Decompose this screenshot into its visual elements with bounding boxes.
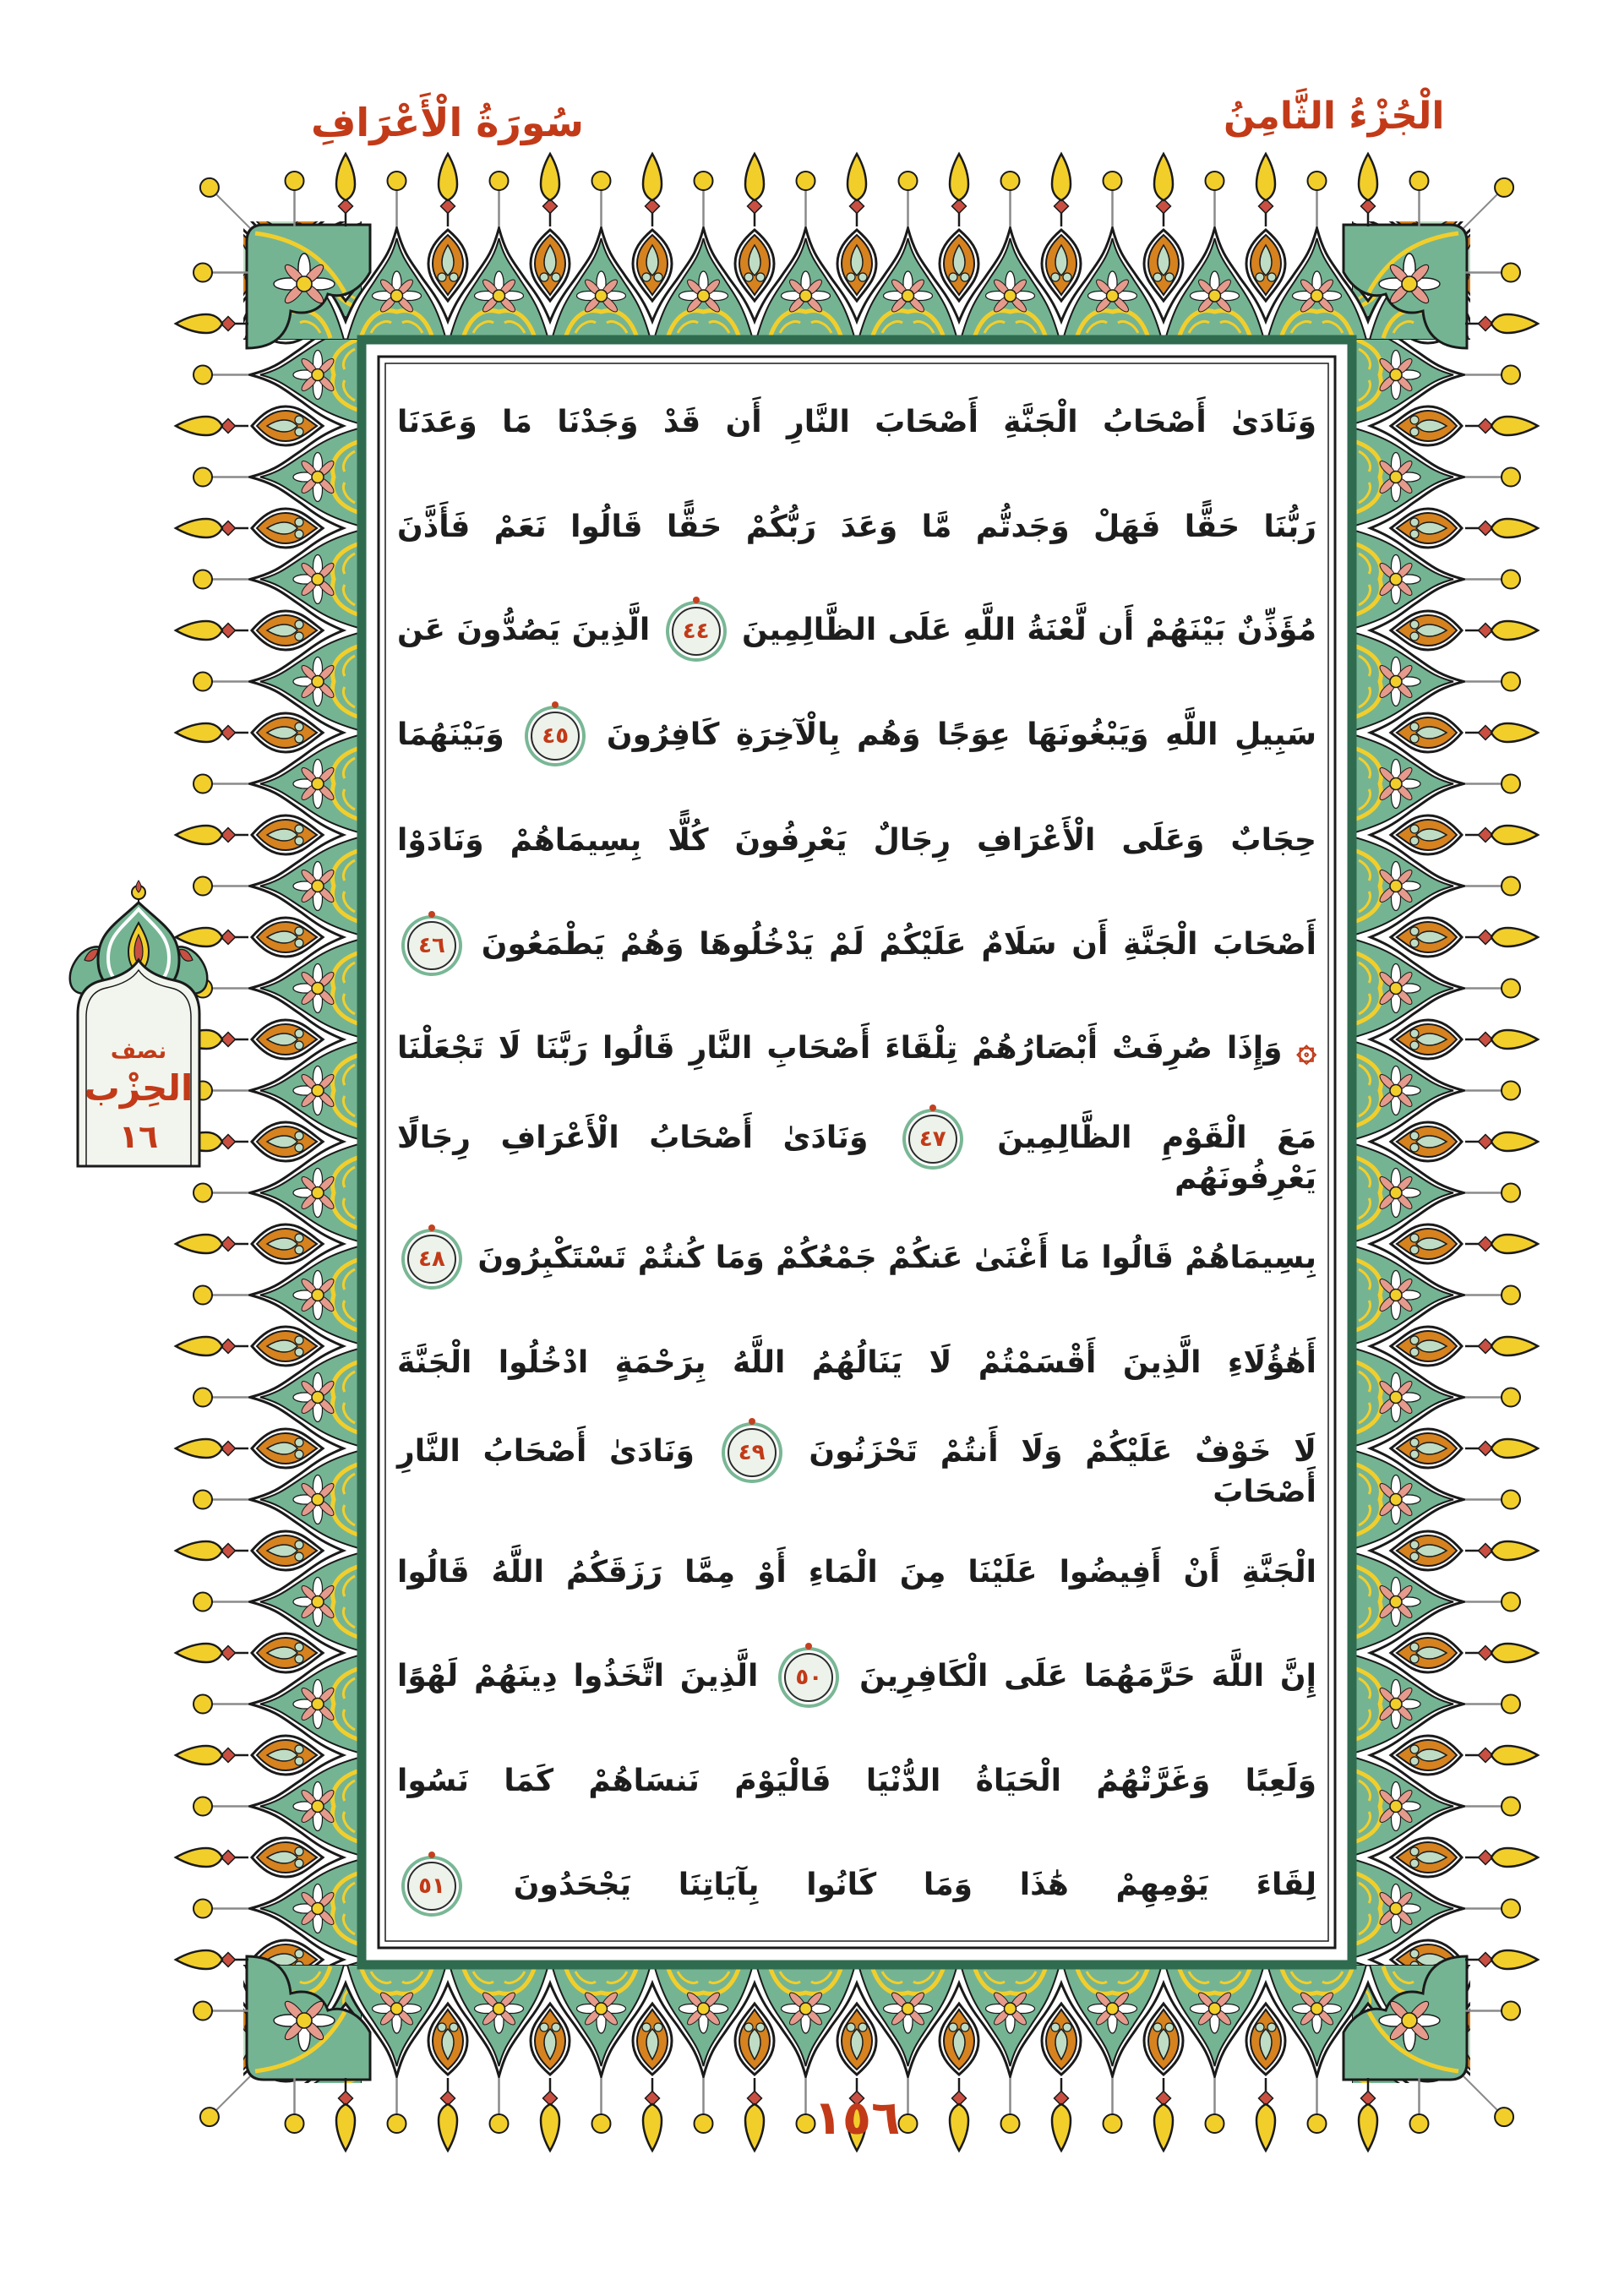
quran-line-text bbox=[397, 1235, 1316, 1284]
ayah-text: حِجَابٌ وَعَلَى الْأَعْرَافِ رِجَالٌ يَعْرِفُونَ كُلًّا بِسِيمَاهُمْ وَنَادَوْا bbox=[397, 822, 1316, 858]
ayah-text: وَبَيْنَهُمَا bbox=[397, 717, 504, 753]
quran-line bbox=[394, 1102, 1320, 1207]
ayah-end-marker bbox=[531, 712, 580, 761]
ayah-text: الْجَنَّةِ أَنْ أَفِيضُوا عَلَيْنَا مِنَ الْمَاءِ أَوْ مِمَّا رَزَقَكُمُ اللَّهُ قَالُوا bbox=[397, 1554, 1316, 1590]
quran-line bbox=[394, 1520, 1320, 1625]
marker-dot bbox=[552, 701, 559, 708]
ayah-number: ٤٨ bbox=[418, 1246, 445, 1272]
quran-line bbox=[394, 1207, 1320, 1312]
surah-title: سُورَةُ الْأَعْرَافِ bbox=[311, 100, 584, 145]
quran-line bbox=[394, 1834, 1320, 1939]
ayah-text: إِنَّ اللَّهَ حَرَّمَهُمَا عَلَى الْكَافِرِينَ bbox=[859, 1658, 1316, 1693]
quran-line bbox=[394, 475, 1320, 580]
quran-line bbox=[394, 1312, 1320, 1416]
marker-dot bbox=[428, 911, 435, 918]
marker-dot bbox=[693, 597, 700, 603]
ayah-number: ٤٩ bbox=[738, 1440, 766, 1466]
ayah-text: أَهَٰؤُلَاءِ الَّذِينَ أَقْسَمْتُمْ لَا يَنَالُهُمُ اللَّهُ بِرَحْمَةٍ ادْخُلُوا الْجَنَّةَ bbox=[397, 1345, 1316, 1381]
quran-line bbox=[394, 788, 1320, 893]
quran-line-text bbox=[397, 1428, 1316, 1508]
quran-line-text bbox=[397, 1766, 1316, 1797]
quran-line bbox=[394, 1730, 1320, 1835]
ayah-text: مُؤَذِّنٌ بَيْنَهُمْ أَن لَّعْنَةُ اللَّهِ عَلَى الظَّالِمِينَ bbox=[742, 613, 1316, 648]
ayah-text: الَّذِينَ اتَّخَذُوا دِينَهُمْ لَهْوًا bbox=[397, 1658, 759, 1693]
quran-line-text bbox=[397, 509, 1316, 544]
border-band-right bbox=[1352, 221, 1470, 2083]
ayah-number: ٥١ bbox=[418, 1873, 445, 1900]
quran-line-text bbox=[397, 1862, 1316, 1911]
quran-line-text bbox=[397, 1554, 1316, 1590]
quran-line bbox=[394, 684, 1320, 788]
quran-line-text bbox=[397, 822, 1316, 858]
ayah-end-marker bbox=[672, 607, 721, 656]
quran-line-text bbox=[397, 921, 1316, 970]
ayah-number: ٥٠ bbox=[795, 1664, 823, 1690]
ayah-end-marker bbox=[407, 1862, 456, 1911]
ayah-text: وَنَادَىٰ أَصْحَابُ الْجَنَّةِ أَصْحَابَ النَّارِ أَن قَدْ وَجَدْنَا مَا وَعَدَنَا bbox=[397, 404, 1316, 439]
quran-line bbox=[394, 1625, 1320, 1730]
quran-line-text bbox=[397, 1345, 1316, 1381]
ayah-text: وَلَعِبًا وَغَرَّتْهُمُ الْحَيَاةُ الدُّنْيَا فَالْيَوْمَ نَنسَاهُمْ كَمَا نَسُوا bbox=[397, 1764, 1316, 1799]
marker-dot bbox=[749, 1418, 755, 1425]
ayah-end-marker bbox=[784, 1653, 833, 1702]
quran-line bbox=[394, 579, 1320, 684]
hizb-marker bbox=[54, 879, 223, 1175]
ayah-text: وَنَادَىٰ أَصْحَابُ النَّارِ أَصْحَابَ bbox=[397, 1434, 1316, 1510]
page-number: ١٥٦ bbox=[813, 2091, 901, 2146]
ayah-end-marker bbox=[908, 1115, 957, 1164]
ayah-text: مَعَ الْقَوْمِ الظَّالِمِينَ bbox=[997, 1121, 1316, 1155]
marker-dot bbox=[428, 1224, 435, 1231]
ayah-number: ٤٦ bbox=[418, 932, 445, 958]
marker-dot bbox=[929, 1104, 936, 1111]
ayah-text: وَإِذَا صُرِفَتْ أَبْصَارُهُمْ تِلْقَاءَ أَصْحَابِ النَّارِ قَالُوا رَبَّنَا لَا تَجْعَلْنَا bbox=[397, 1031, 1283, 1066]
ayah-number: ٤٧ bbox=[918, 1126, 946, 1152]
ayah-text: بِسِيمَاهُمْ قَالُوا مَا أَغْنَىٰ عَنكُمْ جَمْعُكُمْ وَمَا كُنتُمْ تَسْتَكْبِرُونَ bbox=[477, 1240, 1316, 1275]
ayah-number: ٤٥ bbox=[542, 723, 570, 750]
quran-line-text bbox=[397, 404, 1316, 439]
ayah-text: رَبُّنَا حَقًّا فَهَلْ وَجَدتُّم مَّا وَعَدَ رَبُّكُمْ حَقًّا قَالُوا نَعَمْ فَأَذَّنَ bbox=[397, 509, 1316, 544]
border-band-top bbox=[243, 221, 1470, 340]
quran-line bbox=[394, 893, 1320, 998]
border-band-bottom bbox=[243, 1965, 1470, 2083]
rub-el-hizb-star-icon: ۞ bbox=[1296, 1030, 1316, 1070]
quran-line-text bbox=[397, 712, 1316, 761]
ayah-number: ٤٤ bbox=[682, 619, 710, 645]
quran-line-text bbox=[397, 1030, 1316, 1070]
hizb-marker-number: ١٦ bbox=[118, 1118, 159, 1155]
ayah-text: سَبِيلِ اللَّهِ وَيَبْغُونَهَا عِوَجًا وَهُم بِالْآخِرَةِ كَافِرُونَ bbox=[606, 717, 1316, 753]
marker-dot bbox=[428, 1852, 435, 1858]
ayah-end-marker bbox=[728, 1428, 777, 1477]
quran-line-text bbox=[397, 1653, 1316, 1702]
ayah-text: الَّذِينَ يَصُدُّونَ عَن bbox=[397, 613, 651, 648]
quran-line bbox=[394, 370, 1320, 475]
ayah-text: لَا خَوْفٌ عَلَيْكُمْ وَلَا أَنتُمْ تَحْزَنُونَ bbox=[809, 1434, 1316, 1470]
quran-line bbox=[394, 1415, 1320, 1520]
border-band-left bbox=[243, 221, 362, 2083]
quran-text-panel bbox=[394, 370, 1320, 1939]
hizb-marker-fraction: نصف bbox=[110, 1039, 167, 1064]
ayah-text: لِقَاءَ يَوْمِهِمْ هَٰذَا وَمَا كَانُوا بِآيَاتِنَا يَجْحَدُونَ bbox=[513, 1868, 1316, 1903]
ayah-text: أَصْحَابَ الْجَنَّةِ أَن سَلَامٌ عَلَيْكُمْ لَمْ يَدْخُلُوهَا وَهُمْ يَطْمَعُونَ bbox=[481, 926, 1316, 962]
ayah-text: وَنَادَىٰ أَصْحَابُ الْأَعْرَافِ رِجَالًا يَعْرِفُونَهُم bbox=[397, 1121, 1316, 1196]
quran-line-text bbox=[397, 1115, 1316, 1194]
marker-dot bbox=[805, 1643, 812, 1650]
hizb-marker-word: الحِزْب bbox=[84, 1067, 193, 1109]
ayah-end-marker bbox=[407, 921, 456, 970]
juz-title: الْجُزْءُ الثَّامِنُ bbox=[1224, 95, 1445, 138]
quran-line bbox=[394, 997, 1320, 1102]
quran-line-text bbox=[397, 607, 1316, 656]
ayah-end-marker bbox=[407, 1235, 456, 1284]
